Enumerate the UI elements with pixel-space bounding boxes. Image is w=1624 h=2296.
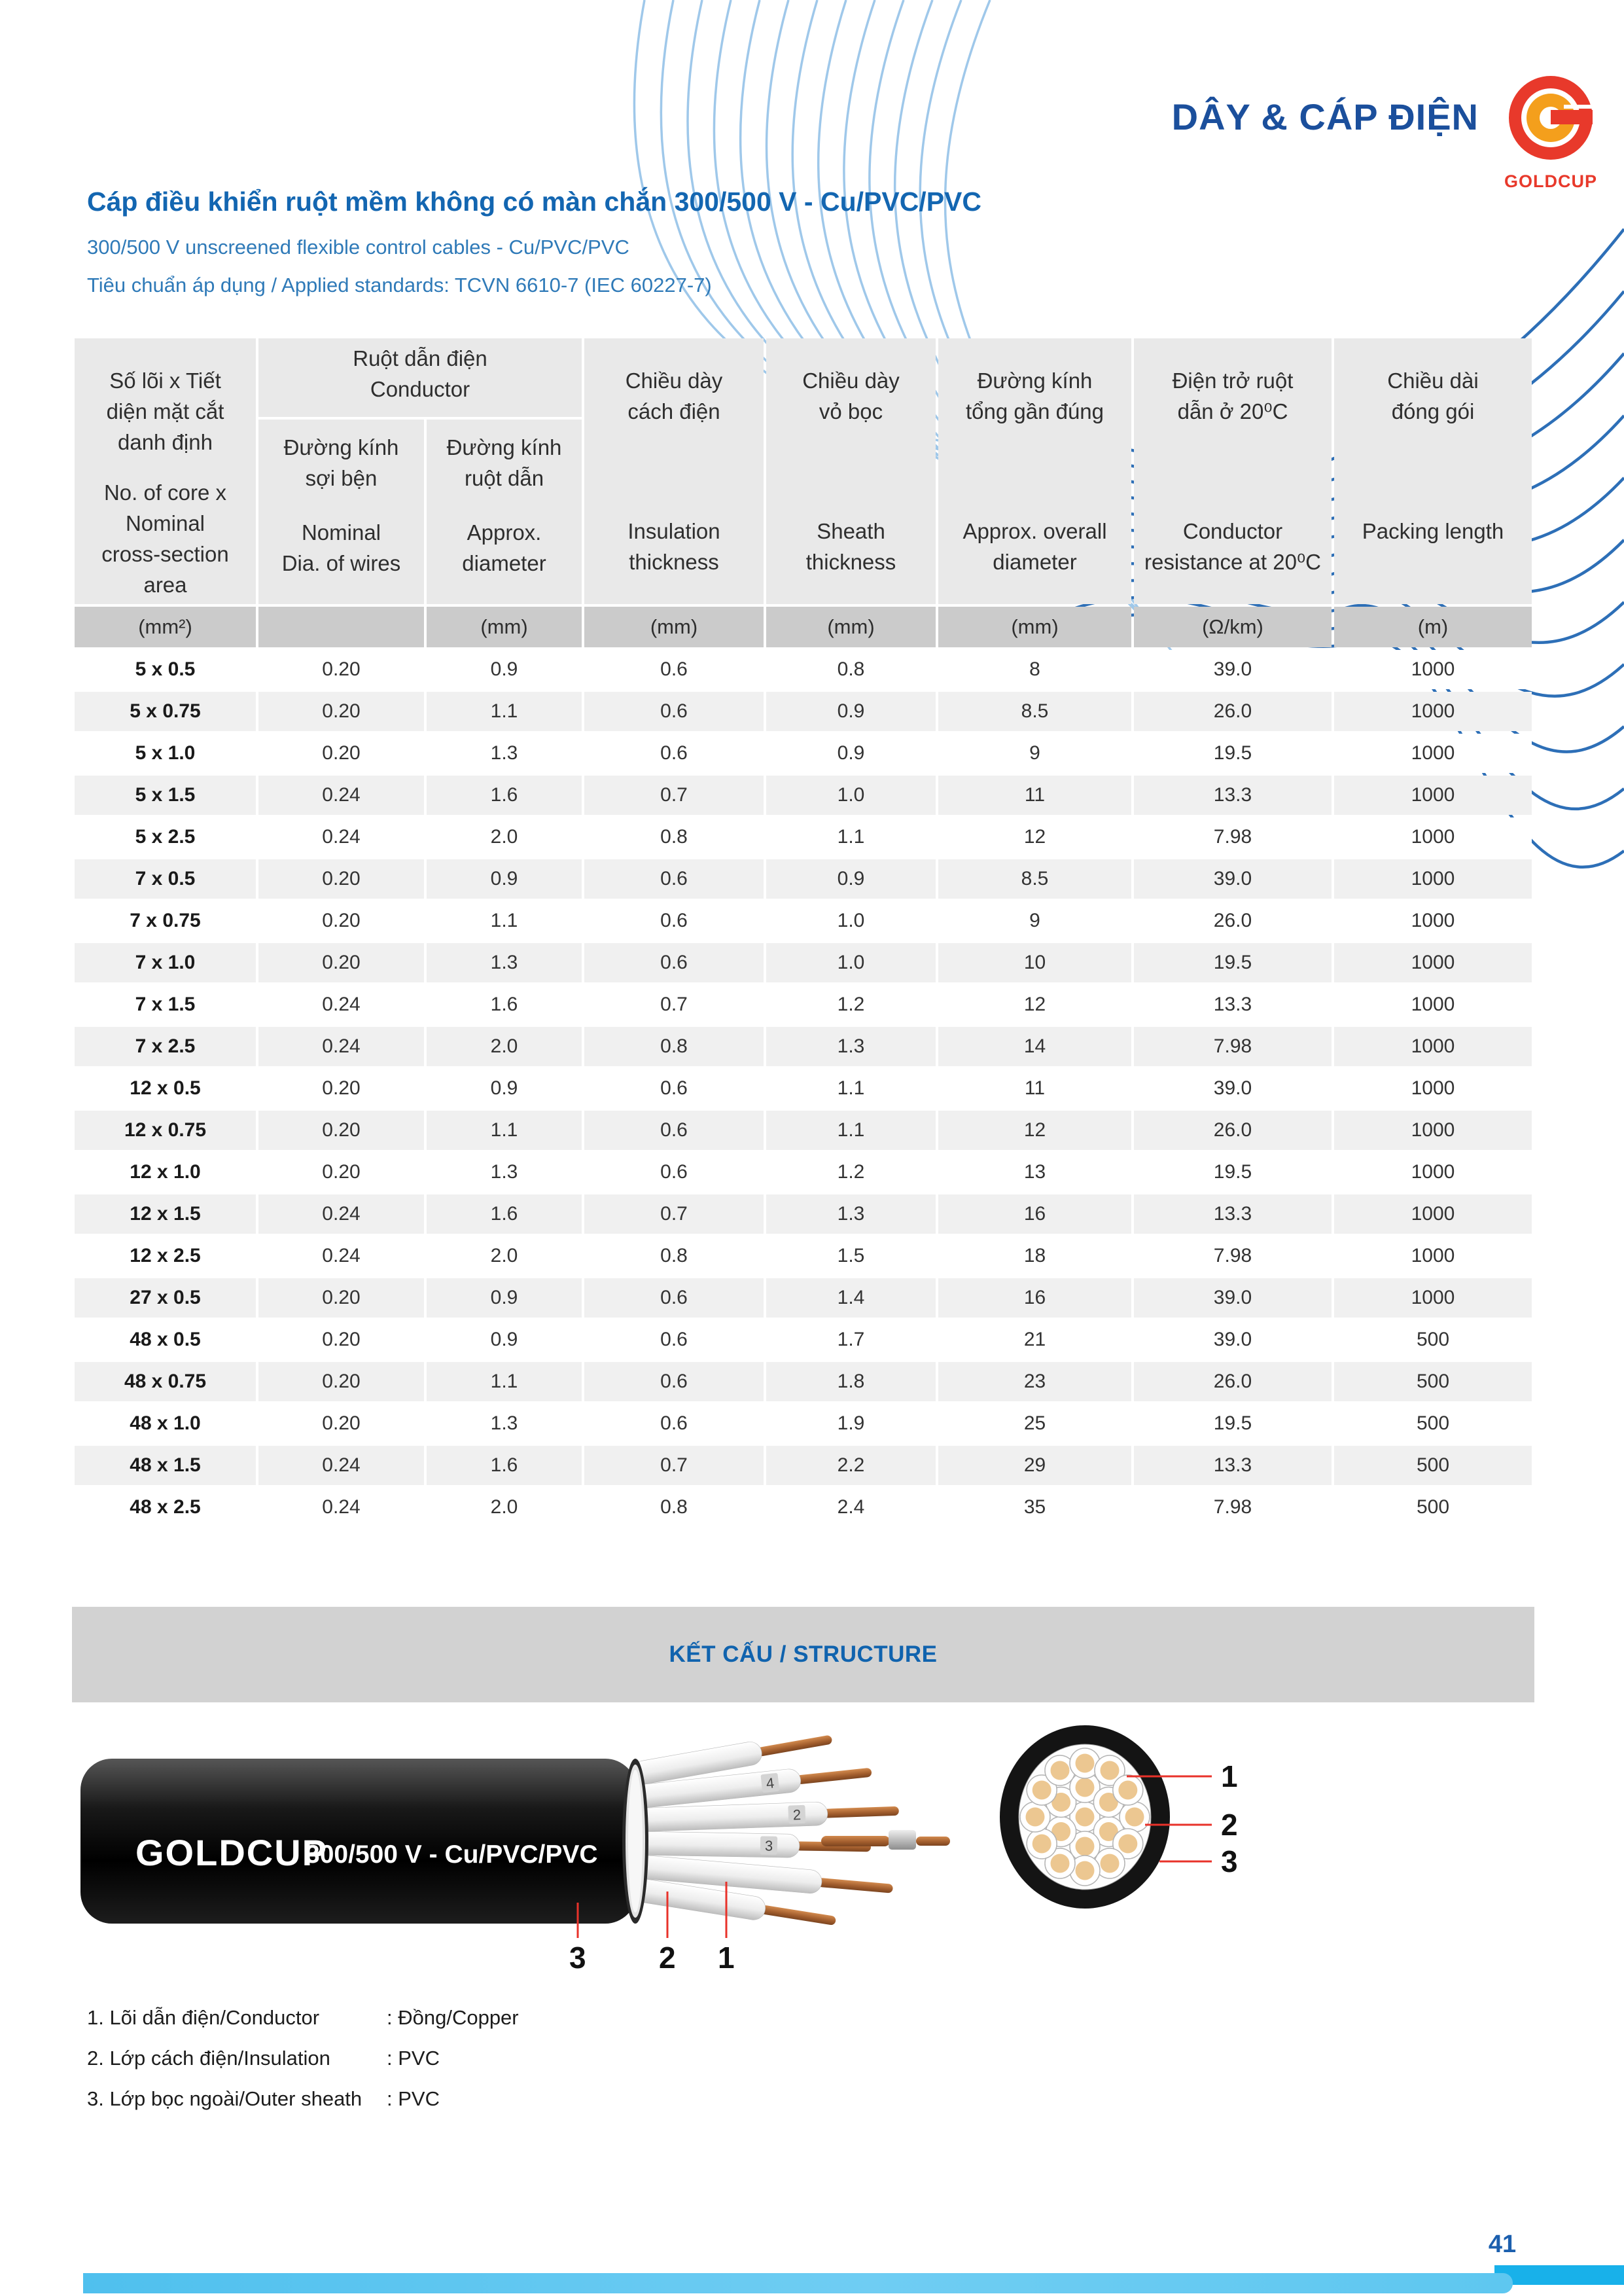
table-cell: 0.8: [584, 1236, 764, 1276]
table-cell: 26.0: [1134, 692, 1332, 731]
footer-bar-cyan: [1494, 2265, 1624, 2285]
cross-callout-num-2: 2: [1221, 1808, 1238, 1842]
table-cell: 500: [1334, 1488, 1532, 1527]
table-cell: 1000: [1334, 734, 1532, 773]
table-cell: 10: [938, 943, 1131, 982]
table-cell: 1000: [1334, 1069, 1532, 1108]
page-title: Cáp điều khiển ruột mềm không có màn chắn 300/500 V - Cu/PVC/PVC: [87, 187, 981, 217]
table-cell: 1.2: [766, 1153, 936, 1192]
table-cell: 1.0: [766, 901, 936, 941]
table-cell: 1000: [1334, 817, 1532, 857]
table-cell: 0.20: [258, 943, 424, 982]
table-cell: 1.1: [427, 1111, 582, 1150]
unit-cell: (Ω/km): [1134, 607, 1332, 647]
table-cell: 1000: [1334, 1236, 1532, 1276]
table-cell: 2.4: [766, 1488, 936, 1527]
table-cell: 19.5: [1134, 1153, 1332, 1192]
page-number: 41: [1488, 2231, 1517, 2258]
table-cell: 19.5: [1134, 1404, 1332, 1443]
table-cell: 2.0: [427, 1488, 582, 1527]
applied-standards: Tiêu chuẩn áp dụng / Applied standards: TCVN 6610-7 (IEC 60227-7): [87, 274, 712, 296]
table-cell: 0.7: [584, 985, 764, 1024]
table-row: [75, 692, 1532, 731]
table-cell: 1.3: [766, 1194, 936, 1234]
table-cell: 1000: [1334, 1153, 1532, 1192]
cable-spec-label: 300/500 V - Cu/PVC/PVC: [306, 1840, 598, 1869]
table-cell: 0.20: [258, 1153, 424, 1192]
table-row: [75, 1446, 1532, 1485]
table-cell: 23: [938, 1362, 1131, 1401]
table-row: [75, 1320, 1532, 1359]
unit-cell: (mm): [427, 607, 582, 647]
table-cell: 1.1: [766, 1111, 936, 1150]
unit-cell: (mm): [766, 607, 936, 647]
table-cell: 5 x 0.5: [75, 650, 256, 689]
title-block: [87, 187, 1108, 297]
table-cell: 1.6: [427, 985, 582, 1024]
table-cell: 13: [938, 1153, 1131, 1192]
cross-section: [981, 1721, 1296, 1918]
table-cell: 0.9: [766, 734, 936, 773]
table-cell: 1.9: [766, 1404, 936, 1443]
legend-label: 3. Lớp bọc ngoài/Outer sheath: [87, 2087, 362, 2110]
table-cell: 1.6: [427, 1446, 582, 1485]
table-cell: 5 x 2.5: [75, 817, 256, 857]
table-cell: 8.5: [938, 859, 1131, 899]
table-cell: 48 x 1.5: [75, 1446, 256, 1485]
table-cell: 29: [938, 1446, 1131, 1485]
table-row: [75, 1362, 1532, 1401]
table-cell: 7.98: [1134, 1236, 1332, 1276]
legend-item: [87, 1998, 519, 2038]
table-cell: 0.9: [427, 1278, 582, 1318]
table-row: [75, 1194, 1532, 1234]
table-cell: 0.9: [427, 859, 582, 899]
table-cell: 19.5: [1134, 734, 1332, 773]
legend-value: : PVC: [387, 2087, 440, 2110]
table-cell: 1.0: [766, 776, 936, 815]
header-nominal-dia: Đường kính sợi bện Nominal Dia. of wires: [258, 420, 424, 604]
table-cell: 1.8: [766, 1362, 936, 1401]
table-cell: 0.24: [258, 1488, 424, 1527]
table-cell: 1000: [1334, 1027, 1532, 1066]
table-cell: 0.24: [258, 1446, 424, 1485]
table-cell: 1.0: [766, 943, 936, 982]
table-cell: 0.20: [258, 692, 424, 731]
table-cell: 1000: [1334, 1194, 1532, 1234]
unit-cell: (mm): [584, 607, 764, 647]
table-cell: 39.0: [1134, 1278, 1332, 1318]
table-cell: 1.1: [427, 692, 582, 731]
table-cell: 0.8: [766, 650, 936, 689]
table-cell: 13.3: [1134, 776, 1332, 815]
table-cell: 1.6: [427, 1194, 582, 1234]
table-cell: 2.2: [766, 1446, 936, 1485]
table-cell: 0.20: [258, 1111, 424, 1150]
table-cell: 1.1: [766, 1069, 936, 1108]
unit-cell: (mm): [938, 607, 1131, 647]
table-cell: 0.6: [584, 692, 764, 731]
table-cell: 11: [938, 1069, 1131, 1108]
table-cell: 48 x 0.5: [75, 1320, 256, 1359]
table-cell: 12: [938, 985, 1131, 1024]
legend-label: 1. Lõi dẫn điện/Conductor: [87, 2006, 320, 2029]
table-cell: 12 x 0.5: [75, 1069, 256, 1108]
table-cell: 0.9: [427, 1069, 582, 1108]
table-cell: 0.20: [258, 1362, 424, 1401]
svg-text:4: 4: [765, 1774, 775, 1792]
header-conductor-resistance: Điện trở ruột dẫn ở 20⁰C Conductor resistance at 20⁰C: [1134, 338, 1332, 604]
table-cell: 12 x 2.5: [75, 1236, 256, 1276]
table-cell: 1.1: [427, 1362, 582, 1401]
table-cell: 48 x 0.75: [75, 1362, 256, 1401]
table-cell: 5 x 1.5: [75, 776, 256, 815]
table-cell: 16: [938, 1194, 1131, 1234]
table-cell: 39.0: [1134, 650, 1332, 689]
table-cell: 0.24: [258, 985, 424, 1024]
table-cell: 500: [1334, 1362, 1532, 1401]
table-cell: 0.20: [258, 859, 424, 899]
header-overall-diameter: Đường kính tổng gần đúng Approx. overall diameter: [938, 338, 1131, 604]
table-cell: 0.8: [584, 1027, 764, 1066]
table-cell: 0.6: [584, 1278, 764, 1318]
table-row: [75, 1027, 1532, 1066]
table-row: [75, 1153, 1532, 1192]
table-cell: 35: [938, 1488, 1131, 1527]
table-cell: 1.7: [766, 1320, 936, 1359]
table-cell: 13.3: [1134, 985, 1332, 1024]
table-cell: 0.9: [427, 1320, 582, 1359]
table-cell: 7.98: [1134, 1488, 1332, 1527]
table-cell: 1.2: [766, 985, 936, 1024]
table-cell: 26.0: [1134, 1362, 1332, 1401]
table-cell: 13.3: [1134, 1194, 1332, 1234]
table-cell: 0.6: [584, 1111, 764, 1150]
table-cell: 1.4: [766, 1278, 936, 1318]
table-cell: 1.3: [427, 943, 582, 982]
table-cell: 0.8: [584, 1488, 764, 1527]
table-cell: 7 x 0.75: [75, 901, 256, 941]
table-cell: 0.20: [258, 901, 424, 941]
table-cell: 0.9: [766, 692, 936, 731]
table-cell: 1.6: [427, 776, 582, 815]
unit-cell: [258, 607, 424, 647]
cross-callout-num-3: 3: [1221, 1844, 1238, 1878]
table-cell: 0.6: [584, 1153, 764, 1192]
table-cell: 12: [938, 817, 1131, 857]
table-cell: 25: [938, 1404, 1131, 1443]
legend-item: [87, 2079, 519, 2119]
table-row: [75, 650, 1532, 689]
table-cell: 0.6: [584, 734, 764, 773]
page-subtitle: 300/500 V unscreened flexible control cables - Cu/PVC/PVC: [87, 236, 629, 259]
header-packing-length: Chiều dài đóng gói Packing length: [1334, 338, 1532, 604]
cross-callout-num-1: 1: [1221, 1759, 1238, 1793]
table-cell: 0.8: [584, 817, 764, 857]
table-cell: 2.0: [427, 1027, 582, 1066]
table-cell: 2.0: [427, 1236, 582, 1276]
cable-brand-label: GOLDCUP: [135, 1832, 328, 1873]
svg-text:3: 3: [764, 1837, 773, 1854]
table-cell: 7 x 0.5: [75, 859, 256, 899]
table-cell: 0.20: [258, 734, 424, 773]
table-cell: 21: [938, 1320, 1131, 1359]
table-row: [75, 1236, 1532, 1276]
table-row: [75, 1404, 1532, 1443]
callout-num-2: 2: [659, 1941, 676, 1973]
table-cell: 11: [938, 776, 1131, 815]
table-cell: 1000: [1334, 692, 1532, 731]
table-cell: 500: [1334, 1404, 1532, 1443]
table-cell: 13.3: [1134, 1446, 1332, 1485]
header-sheath-thickness: Chiều dày vỏ bọc Sheath thickness: [766, 338, 936, 604]
table-cell: 9: [938, 901, 1131, 941]
brand-wordmark: DÂY & CÁP ĐIỆN: [1171, 96, 1479, 137]
table-cell: 19.5: [1134, 943, 1332, 982]
table-cell: 12 x 0.75: [75, 1111, 256, 1150]
header-approx-dia: Đường kính ruột dẫn Approx. diameter: [427, 420, 582, 604]
table-cell: 0.6: [584, 1362, 764, 1401]
table-cell: 0.6: [584, 650, 764, 689]
svg-text:2: 2: [792, 1806, 802, 1823]
cable-cores: [631, 1731, 950, 1933]
table-cell: 39.0: [1134, 1320, 1332, 1359]
table-cell: 0.6: [584, 901, 764, 941]
table-cell: 26.0: [1134, 901, 1332, 941]
table-cell: 1000: [1334, 943, 1532, 982]
structure-legend: [87, 1998, 519, 2119]
legend-label: 2. Lớp cách điện/Insulation: [87, 2047, 330, 2070]
header-core-size: Số lõi x Tiết diện mặt cắt danh định No. of core x Nominal cross-section area: [75, 338, 256, 604]
goldcup-logo: [1498, 68, 1603, 192]
table-cell: 8.5: [938, 692, 1131, 731]
footer-bar-light: [83, 2273, 1513, 2293]
table-cell: 0.6: [584, 1404, 764, 1443]
unit-row: [75, 607, 1532, 647]
table-cell: 16: [938, 1278, 1131, 1318]
table-cell: 7 x 1.0: [75, 943, 256, 982]
table-cell: 0.6: [584, 1069, 764, 1108]
table-cell: 0.7: [584, 776, 764, 815]
header-conductor-group: Ruột dẫn điện Conductor: [258, 338, 582, 417]
table-cell: 39.0: [1134, 859, 1332, 899]
table-cell: 1000: [1334, 859, 1532, 899]
table-row: [75, 1488, 1532, 1527]
table-cell: 9: [938, 734, 1131, 773]
table-cell: 7 x 1.5: [75, 985, 256, 1024]
table-row: [75, 859, 1532, 899]
table-row: [75, 734, 1532, 773]
table-cell: 1000: [1334, 901, 1532, 941]
table-cell: 1000: [1334, 776, 1532, 815]
spec-table: [72, 336, 1534, 1530]
legend-item: [87, 2038, 519, 2079]
table-cell: 0.7: [584, 1194, 764, 1234]
table-cell: 1000: [1334, 1278, 1532, 1318]
table-cell: 0.6: [584, 1320, 764, 1359]
table-row: [75, 817, 1532, 857]
unit-cell: (m): [1334, 607, 1532, 647]
table-cell: 0.24: [258, 1194, 424, 1234]
table-cell: 1000: [1334, 1111, 1532, 1150]
table-cell: 0.20: [258, 1069, 424, 1108]
table-cell: 1000: [1334, 650, 1532, 689]
table-cell: 0.6: [584, 859, 764, 899]
table-cell: 500: [1334, 1320, 1532, 1359]
table-cell: 0.7: [584, 1446, 764, 1485]
table-cell: 14: [938, 1027, 1131, 1066]
unit-cell: (mm²): [75, 607, 256, 647]
table-cell: 1.3: [427, 1153, 582, 1192]
table-cell: 7 x 2.5: [75, 1027, 256, 1066]
callout-num-3: 3: [569, 1941, 586, 1973]
table-row: [75, 1111, 1532, 1150]
callout-num-1: 1: [718, 1941, 735, 1973]
structure-banner: [72, 1607, 1534, 1702]
table-cell: 0.24: [258, 817, 424, 857]
table-cell: 0.20: [258, 1320, 424, 1359]
table-row: [75, 943, 1532, 982]
structure-banner-title: KẾT CẤU / STRUCTURE: [669, 1641, 938, 1667]
table-row: [75, 776, 1532, 815]
spec-table-body: [75, 650, 1532, 1527]
table-cell: 0.20: [258, 1404, 424, 1443]
table-cell: 1.3: [427, 734, 582, 773]
table-cell: 18: [938, 1236, 1131, 1276]
goldcup-logo-text: GOLDCUP: [1504, 171, 1597, 191]
table-cell: 1000: [1334, 985, 1532, 1024]
table-cell: 0.9: [766, 859, 936, 899]
table-cell: 48 x 1.0: [75, 1404, 256, 1443]
table-cell: 0.24: [258, 1236, 424, 1276]
table-cell: 5 x 0.75: [75, 692, 256, 731]
table-cell: 1.3: [427, 1404, 582, 1443]
table-cell: 26.0: [1134, 1111, 1332, 1150]
table-cell: 500: [1334, 1446, 1532, 1485]
table-cell: 12 x 1.0: [75, 1153, 256, 1192]
table-row: [75, 985, 1532, 1024]
table-cell: 0.20: [258, 650, 424, 689]
table-cell: 27 x 0.5: [75, 1278, 256, 1318]
table-row: [75, 1069, 1532, 1108]
header-insulation-thickness: Chiều dày cách điện Insulation thickness: [584, 338, 764, 604]
table-cell: 7.98: [1134, 817, 1332, 857]
table-row: [75, 1278, 1532, 1318]
table-cell: 1.1: [427, 901, 582, 941]
table-cell: 2.0: [427, 817, 582, 857]
table-cell: 7.98: [1134, 1027, 1332, 1066]
goldcup-logo-icon: [1501, 68, 1600, 168]
table-cell: 48 x 2.5: [75, 1488, 256, 1527]
table-row: [75, 901, 1532, 941]
table-cell: 8: [938, 650, 1131, 689]
table-cell: 0.24: [258, 1027, 424, 1066]
table-cell: 1.1: [766, 817, 936, 857]
table-cell: 0.20: [258, 1278, 424, 1318]
table-cell: 1.5: [766, 1236, 936, 1276]
table-cell: 39.0: [1134, 1069, 1332, 1108]
legend-value: : PVC: [387, 2047, 440, 2070]
legend-value: : Đồng/Copper: [387, 2006, 519, 2029]
table-cell: 5 x 1.0: [75, 734, 256, 773]
table-cell: 12: [938, 1111, 1131, 1150]
table-cell: 1.3: [766, 1027, 936, 1066]
cable-illustration: [75, 1731, 952, 1973]
table-cell: 0.24: [258, 776, 424, 815]
table-cell: 0.9: [427, 650, 582, 689]
table-cell: 12 x 1.5: [75, 1194, 256, 1234]
table-cell: 0.6: [584, 943, 764, 982]
